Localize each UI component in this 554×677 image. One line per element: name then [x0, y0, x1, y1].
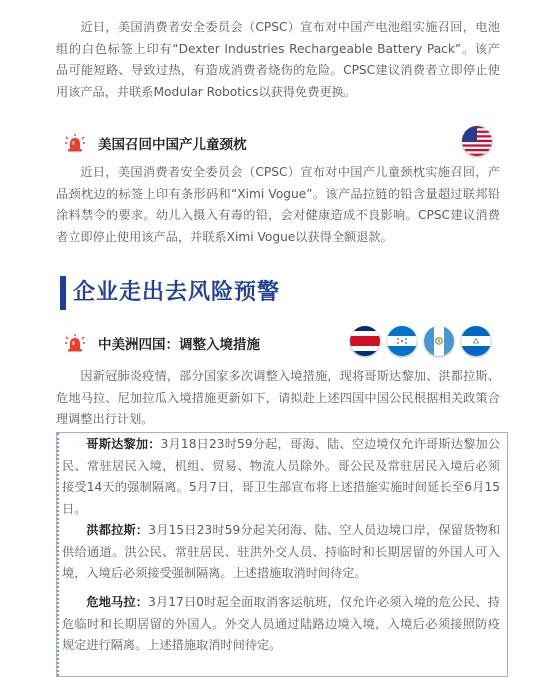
entry-measures-intro: 因新冠肺炎疫情，部分国家多次调整入境措施，现将哥斯达黎加、洪都拉斯、危地马拉、尼加拉瓜入境措施更新如下，请拟赴上述四国中国公民根据相关政策合理调整出行计划。 [56, 369, 500, 426]
guatemala-flag-icon [424, 326, 454, 356]
pillow-recall-paragraph: 近日，美国消费者安全委员会（CPSC）宣布对中国产儿童颈枕实施召回，产品颈枕边的标签上印有条形码和“Ximi Vogue”。该产品拉链的铅含量超过联邦铅涂料禁令的要求。幼儿入摄入有毒的铅，会对健康造成不良影响。CPSC建议消费者立即停止使用该产品，并联系Ximi Vogue以获得全额退款。 [56, 165, 500, 244]
section-title: 企业走出去风险预警 [73, 280, 281, 305]
country-measure-text: 3月18日23时59分起，哥海、陆、空边境仅允许哥斯达黎加公民、常驻居民入境，机组、贸易、物流人员除外。哥公民及常驻居民入境后必须接受14天的强制隔离。5月7日，哥卫生部宣布将上述措施实施时间延长至6月15日。 [62, 437, 501, 516]
nicaragua-flag-icon [461, 326, 491, 356]
country-measure-text: 3月17日0时起全面取消客运航班，仅允许必须入境的危公民、持危临时和长期居留的外国人。外交人员通过陆路边境入境，入境后必须接照防疫规定进行隔离。上述措施取消时间待定。 [62, 595, 500, 652]
costa-rica-flag-icon [350, 326, 380, 356]
alarm-icon [65, 134, 85, 152]
usa-flag-icon [462, 126, 492, 156]
country-measure-text: 3月15日23时59分起关闭海、陆、空人员边境口岸，保留货物和供给通道。洪公民、常驻居民、驻洪外交人员、持临时和长期居留的外国人可入境，入境后必须接受强制隔离。上述措施取消时间待定。 [62, 523, 501, 580]
honduras-flag-icon [387, 326, 417, 356]
country-measure-guatemala: 危地马拉：3月17日0时起全面取消客运航班，仅允许必须入境的危公民、持危临时和长期居留的外国人。外交人员通过陆路边境入境，入境后必须接照防疫规定进行隔离。上述措施取消时间待定。 [62, 595, 500, 652]
country-name: 洪都拉斯 [86, 523, 136, 537]
country-measure-honduras: 洪都拉斯：3月15日23时59分起关闭海、陆、空人员边境口岸，保留货物和供给通道。洪公民、常驻居民、驻洪外交人员、持临时和长期居留的外国人可入境，入境后必须接受强制隔离。上述措施取消时间待定。 [62, 523, 501, 580]
alarm-icon [65, 334, 85, 352]
battery-recall-paragraph: 近日，美国消费者安全委员会（CPSC）宣布对中国产电池组实施召回，电池组的白色标签上印有“Dexter Industries Rechargeable Battery Pack”。该产品可能短路、导致过热，有造成消费者烧伤的危险。CPSC建议消费者立即停止使用该产品，并联系Modular Robotics以获得免费更换。 [56, 20, 500, 99]
country-name: 哥斯达黎加 [86, 437, 149, 451]
country-name: 危地马拉 [86, 595, 136, 609]
box-dotted-border [57, 433, 61, 676]
central-america-heading: 中美洲四国：调整入境措施 [98, 337, 260, 353]
pillow-recall-heading: 美国召回中国产儿童颈枕 [98, 137, 247, 153]
country-measure-costa-rica: 哥斯达黎加：3月18日23时59分起，哥海、陆、空边境仅允许哥斯达黎加公民、常驻居民入境，机组、贸易、物流人员除外。哥公民及常驻居民入境后必须接受14天的强制隔离。5月7日，哥卫生部宣布将上述措施实施时间延长至6月15日。 [62, 437, 501, 516]
section-accent-bar [60, 276, 66, 310]
